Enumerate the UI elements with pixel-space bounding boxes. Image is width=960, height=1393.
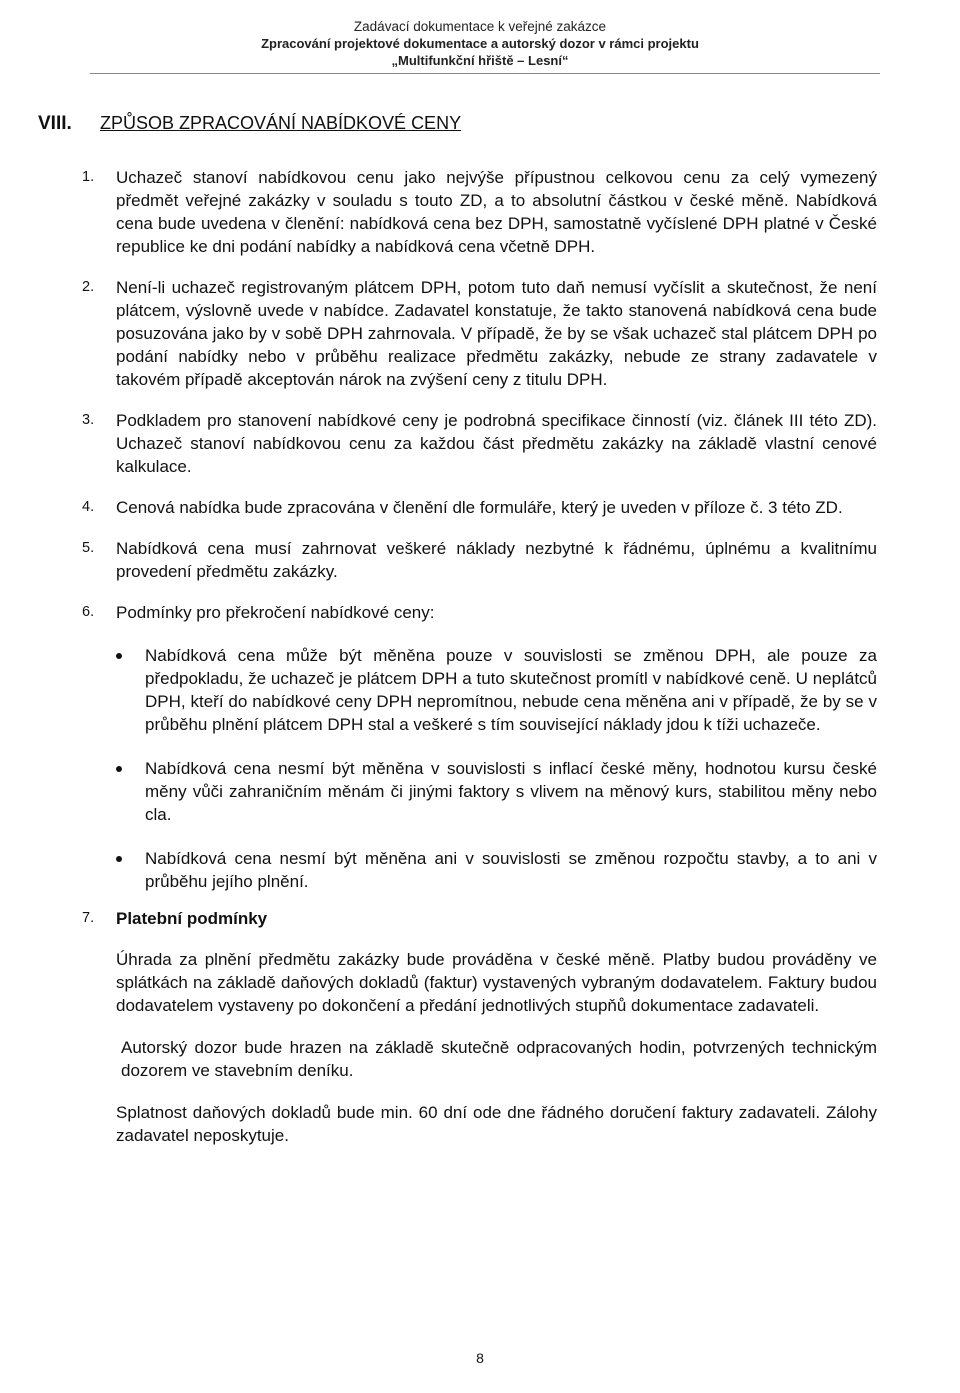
header-line-1: Zadávací dokumentace k veřejné zakázce	[353, 19, 607, 34]
item-number: 5.	[82, 540, 95, 556]
section-title: ZPŮSOB ZPRACOVÁNÍ NABÍDKOVÉ CENY	[100, 113, 462, 133]
item-text: Cenová nabídka bude zpracována v členění dle formuláře, který je uveden v příloze č. 3 této ZD.	[116, 498, 843, 517]
item-number: 7.	[82, 910, 95, 926]
bullet-dot-icon	[116, 856, 122, 862]
header-line-2: Zpracování projektové dokumentace a autorský dozor v rámci projektu	[261, 36, 699, 51]
list-item	[82, 537, 877, 583]
item-number: 2.	[82, 279, 95, 295]
payment-paragraph: Úhrada za plnění předmětu zakázky bude prováděna v české měně. Platby budou prováděny ve splátkách na základě daňových dokladů (faktur) vystavených vybraným dodavatelem. Faktury budou dodavatelem vystaveny po dokončení a předání jednotlivých stupňů dokumentace zadavateli.	[116, 950, 877, 1015]
list-item	[82, 601, 877, 624]
item-title: Platební podmínky	[116, 909, 268, 928]
item-number: 6.	[82, 604, 95, 620]
bullet-list	[116, 644, 877, 893]
due-date-paragraph: Splatnost daňových dokladů bude min. 60 dní ode dne řádného doručení faktury zadavateli. Zálohy zadavatel neposkytuje.	[116, 1103, 877, 1145]
bullet-item: Nabídková cena nesmí být měněna v souvislosti s inflací české měny, hodnotou kursu české měny vůči zahraničním měnám či jinými faktory s vlivem na měnový kurs, stabilitou měny nebo cla.	[116, 757, 877, 826]
item-number: 3.	[82, 412, 95, 428]
list-item	[82, 409, 877, 478]
document-body	[82, 166, 877, 1147]
list-item	[82, 166, 877, 258]
bullet-dot-icon	[116, 766, 122, 772]
list-item	[82, 907, 877, 930]
list-item	[82, 276, 877, 391]
bullet-item: Nabídková cena může být měněna pouze v souvislosti se změnou DPH, ale pouze za předpokladu, že uchazeč je plátcem DPH a tuto skutečnost promítl v nabídkové ceně. U neplátců DPH, kteří do nabídkové ceny DPH nepromítnou, nebude cena měněna ani v případě, že by se v průběhu plnění plátcem DPH stal a veškeré s tím související náklady jdou k tíži uchazeče.	[116, 644, 877, 736]
item-text: Podkladem pro stanovení nabídkové ceny je podrobná specifikace činností (viz. článek III této ZD). Uchazeč stanoví nabídkovou cenu za každou část předmětu zakázky na základě vlastní cenové kalkulace.	[116, 411, 877, 476]
page-number: 8	[476, 1350, 484, 1366]
item-number: 1.	[82, 169, 95, 185]
item-text: Nabídková cena musí zahrnovat veškeré náklady nezbytné k řádnému, úplnému a kvalitnímu provedení předmětu zakázky.	[116, 539, 877, 581]
document-header	[0, 18, 960, 69]
item-text: Podmínky pro překročení nabídkové ceny:	[116, 603, 435, 622]
list-item	[82, 496, 877, 519]
section-number: VIII.	[38, 113, 72, 134]
bullet-item: Nabídková cena nesmí být měněna ani v souvislosti se změnou rozpočtu stavby, a to ani v průběhu jejího plnění.	[116, 847, 877, 893]
item-text: Není-li uchazeč registrovaným plátcem DPH, potom tuto daň nemusí vyčíslit a skutečnost, že není plátcem, výslovně uvede v nabídce. Zadavatel konstatuje, že takto stanovená nabídková cena bude posuzována jako by v sobě DPH zahrnovala. V případě, že by se však uchazeč stal plátcem DPH po podání nabídky nebo v průběhu realizace předmětu zakázky, nebude ze strany zadavatele v takovém případě akceptován nárok na zvýšení ceny z titulu DPH.	[116, 278, 877, 389]
header-line-3: „Multifunkční hřiště – Lesní“	[391, 53, 569, 68]
supervision-paragraph: Autorský dozor bude hrazen na základě skutečně odpracovaných hodin, potvrzených technickým dozorem ve stavebním deníku.	[121, 1038, 877, 1080]
bullet-dot-icon	[116, 653, 122, 659]
item-text: Uchazeč stanoví nabídkovou cenu jako nejvýše přípustnou celkovou cenu za celý vymezený předmět veřejné zakázky v souladu s touto ZD, a to absolutní částkou v české měně. Nabídková cena bude uvedena v členění: nabídková cena bez DPH, samostatně vyčíslené DPH platné v České republice ke dni podání nabídky a nabídková cena včetně DPH.	[116, 168, 877, 256]
item-number: 4.	[82, 499, 95, 515]
section-heading	[38, 113, 461, 135]
header-divider	[90, 73, 880, 74]
